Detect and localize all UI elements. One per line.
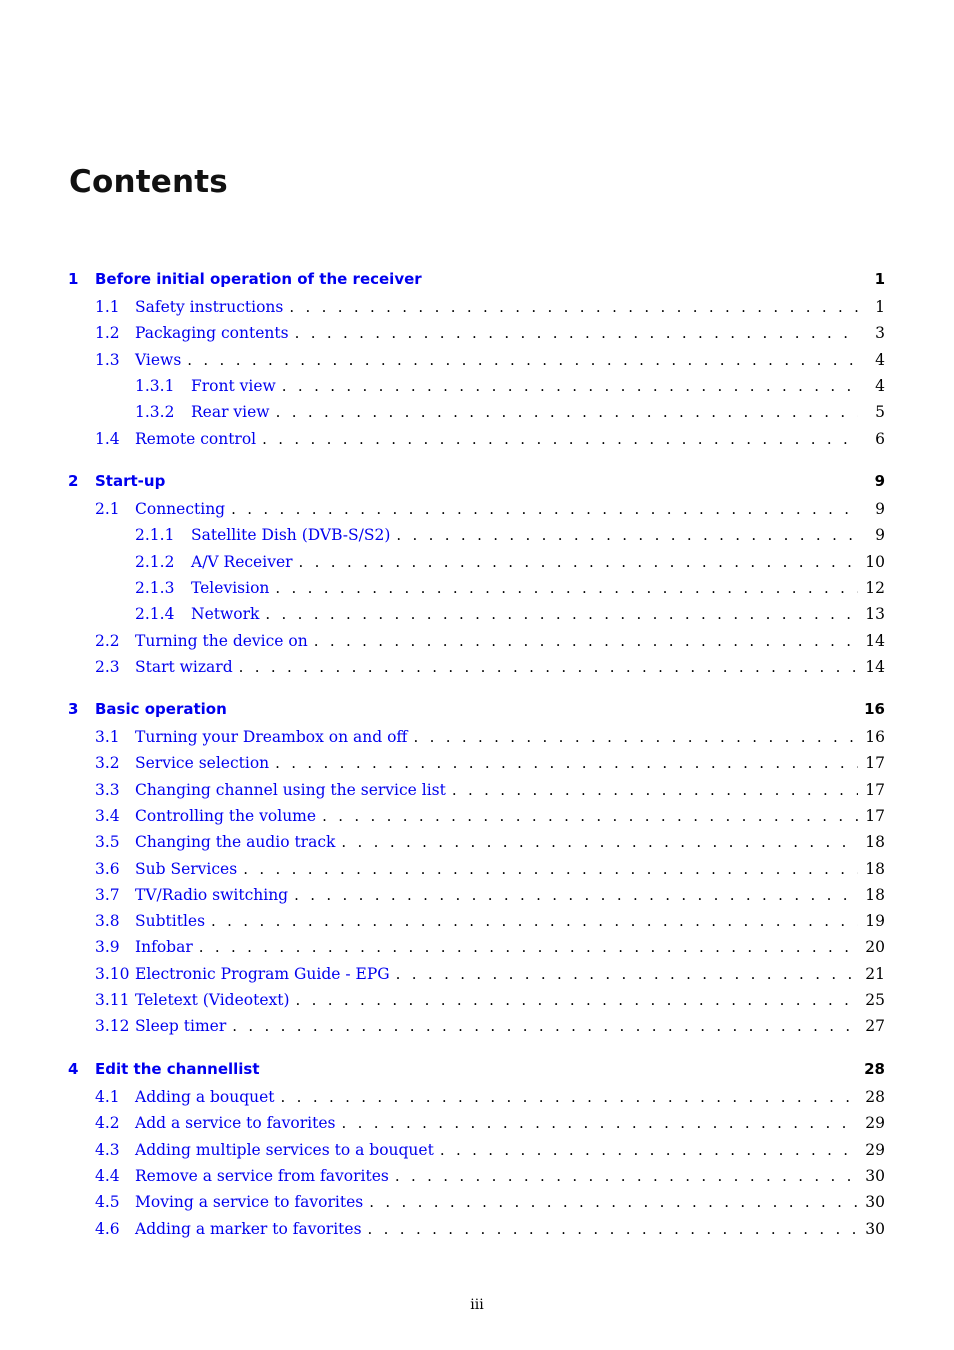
toc-entry-page: 28	[865, 1088, 885, 1106]
toc-section-row[interactable]	[0, 936, 954, 958]
toc-chapter-title-link[interactable]: Before initial operation of the receiver	[95, 270, 422, 288]
toc-entry-page: 6	[875, 429, 885, 448]
toc-chapter-page: 1	[874, 270, 885, 288]
toc-entry-number[interactable]: 4.4	[95, 1166, 120, 1185]
toc-entry-number[interactable]: 2.1.3	[135, 578, 175, 597]
toc-entry-page: 18	[865, 833, 885, 852]
toc-section-row[interactable]	[0, 1191, 954, 1213]
dot-leader	[341, 831, 858, 853]
toc-entry-page: 29	[865, 1140, 885, 1159]
toc-chapter-row[interactable]	[0, 698, 954, 720]
dot-leader	[243, 858, 858, 880]
toc-section-row[interactable]	[0, 752, 954, 774]
toc-entry-number[interactable]: 4.3	[95, 1140, 120, 1159]
toc-chapter-page: 28	[864, 1060, 885, 1078]
toc-entry-number[interactable]: 2.1	[95, 500, 120, 518]
toc-entry-number[interactable]: 3.10	[95, 964, 130, 983]
toc-entry-title-link[interactable]: Moving a service to favorites	[135, 1193, 364, 1212]
toc-section-row[interactable]	[0, 630, 954, 652]
dot-leader	[341, 1112, 858, 1134]
toc-entry-number[interactable]: 3.12	[95, 1017, 130, 1036]
toc-section-row[interactable]	[0, 1015, 954, 1037]
toc-entry-number[interactable]: 3.11	[95, 991, 130, 1009]
toc-entry-title-link[interactable]: Television	[191, 578, 270, 597]
toc-section-row[interactable]	[0, 989, 954, 1011]
toc-subsection-row[interactable]	[0, 577, 954, 599]
toc-entry-title-link[interactable]: Rear view	[191, 403, 270, 422]
toc-subsection-row[interactable]	[0, 375, 954, 397]
dot-leader	[265, 603, 858, 625]
toc-section-row[interactable]	[0, 884, 954, 906]
toc-section-row[interactable]	[0, 726, 954, 748]
dot-leader	[211, 910, 858, 932]
toc-section-row[interactable]	[0, 656, 954, 678]
toc-chapter-number[interactable]: 1	[68, 270, 79, 288]
dot-leader	[295, 322, 858, 344]
dot-leader	[299, 551, 858, 573]
dot-leader	[369, 1191, 858, 1213]
toc-chapter-title-link[interactable]: Edit the channellist	[95, 1060, 260, 1078]
page-number-footer: iii	[470, 1297, 484, 1313]
dot-leader	[296, 989, 858, 1011]
toc-entry-page: 5	[875, 403, 885, 422]
toc-entry-title-link[interactable]: Views	[135, 350, 182, 369]
toc-entry-page: 4	[875, 376, 885, 395]
dot-leader	[440, 1139, 858, 1161]
toc-entry-page: 13	[865, 605, 885, 624]
toc-entry-title-link[interactable]: Adding a marker to favorites	[135, 1219, 362, 1238]
toc-entry-title-link[interactable]: TV/Radio switching	[135, 885, 289, 904]
toc-entry-number[interactable]: 3.2	[95, 754, 120, 773]
toc-section-row[interactable]	[0, 831, 954, 853]
toc-entry-page: 10	[865, 552, 885, 571]
dot-leader	[262, 428, 858, 450]
toc-entry-title-link[interactable]: Service selection	[135, 754, 270, 773]
toc-entry-page: 29	[865, 1114, 885, 1133]
toc-entry-page: 21	[865, 964, 885, 983]
dot-leader	[281, 1086, 858, 1108]
toc-entry-title-link[interactable]: Sub Services	[135, 859, 238, 878]
toc-chapter-page: 16	[864, 700, 885, 718]
toc-section-row[interactable]	[0, 296, 954, 318]
toc-entry-page: 1	[875, 298, 885, 316]
toc-entry-title-link[interactable]: Safety instructions	[135, 298, 284, 316]
toc-entry-page: 25	[865, 991, 885, 1009]
toc-section-row[interactable]	[0, 349, 954, 371]
toc-entry-number[interactable]: 2.1.1	[135, 526, 175, 545]
dot-leader	[396, 963, 858, 985]
toc-chapter-number[interactable]: 2	[68, 472, 79, 490]
toc-entry-title-link[interactable]: Front view	[191, 376, 276, 395]
toc-entry-page: 30	[865, 1166, 885, 1185]
toc-entry-number[interactable]: 2.1.4	[135, 605, 175, 624]
toc-entry-title-link[interactable]: Satellite Dish (DVB-S/S2)	[191, 526, 391, 545]
toc-entry-title-link[interactable]: Changing channel using the service list	[135, 780, 446, 799]
dot-leader	[314, 630, 858, 652]
toc-section-row[interactable]	[0, 858, 954, 880]
toc-section-row[interactable]	[0, 1218, 954, 1240]
dot-leader	[396, 524, 858, 546]
toc-section-row[interactable]	[0, 779, 954, 801]
toc-entry-number[interactable]: 3.4	[95, 806, 120, 825]
toc-entry-page: 17	[865, 754, 885, 773]
toc-section-row[interactable]	[0, 963, 954, 985]
toc-section-row[interactable]	[0, 1086, 954, 1108]
toc-entry-page: 9	[875, 526, 885, 545]
dot-leader	[395, 1165, 858, 1187]
toc-entry-page: 19	[865, 912, 885, 931]
toc-entry-title-link[interactable]: Adding a bouquet	[135, 1088, 275, 1106]
toc-entry-number[interactable]: 3.1	[95, 728, 120, 746]
dot-leader	[232, 1015, 858, 1037]
toc-entry-title-link[interactable]: Subtitles	[135, 912, 206, 931]
toc-entry-title-link[interactable]: Turning your Dreambox on and off	[135, 728, 408, 746]
toc-entry-page: 3	[875, 324, 885, 343]
toc-entry-number[interactable]: 3.8	[95, 912, 120, 931]
toc-subsection-row[interactable]	[0, 551, 954, 573]
toc-chapter-number[interactable]: 4	[68, 1060, 79, 1078]
dot-leader	[322, 805, 858, 827]
page-title: Contents	[69, 164, 228, 200]
toc-entry-page: 12	[865, 578, 885, 597]
toc-entry-number[interactable]: 4.1	[95, 1088, 120, 1106]
toc-entry-title-link[interactable]: Electronic Program Guide - EPG	[135, 964, 390, 983]
toc-chapter-row[interactable]	[0, 1058, 954, 1080]
toc-entry-page: 16	[865, 728, 885, 746]
toc-entry-page: 17	[865, 806, 885, 825]
dot-leader	[294, 884, 858, 906]
dot-leader	[368, 1218, 858, 1240]
dot-leader	[452, 779, 858, 801]
toc-entry-number[interactable]: 2.1.2	[135, 552, 175, 571]
toc-entry-number[interactable]: 4.2	[95, 1114, 120, 1133]
dot-leader	[187, 349, 858, 371]
toc-section-row[interactable]	[0, 1112, 954, 1134]
toc-entry-page: 17	[865, 780, 885, 799]
dot-leader	[276, 401, 858, 423]
toc-entry-page: 9	[875, 500, 885, 518]
toc-section-row[interactable]	[0, 498, 954, 520]
toc-entry-number[interactable]: 1.1	[95, 298, 120, 316]
toc-entry-page: 27	[865, 1017, 885, 1036]
toc-entry-number[interactable]: 3.7	[95, 885, 120, 904]
toc-entry-title-link[interactable]: Changing the audio track	[135, 833, 336, 852]
toc-entry-number[interactable]: 1.4	[95, 429, 120, 448]
dot-leader	[413, 726, 858, 748]
dot-leader	[275, 752, 858, 774]
toc-entry-title-link[interactable]: Remove a service from favorites	[135, 1166, 389, 1185]
toc-chapter-title-link[interactable]: Basic operation	[95, 700, 227, 718]
toc-entry-page: 14	[865, 657, 885, 676]
toc-entry-title-link[interactable]: A/V Receiver	[191, 552, 293, 571]
toc-entry-number[interactable]: 4.5	[95, 1193, 120, 1212]
toc-entry-number[interactable]: 1.3	[95, 350, 120, 369]
toc-section-row[interactable]	[0, 805, 954, 827]
toc-entry-page: 18	[865, 885, 885, 904]
toc-entry-title-link[interactable]: Start wizard	[135, 657, 233, 676]
toc-entry-title-link[interactable]: Add a service to favorites	[135, 1114, 336, 1133]
dot-leader	[231, 498, 858, 520]
toc-entry-title-link[interactable]: Packaging contents	[135, 324, 289, 343]
toc-entry-title-link[interactable]: Adding multiple services to a bouquet	[135, 1140, 434, 1159]
toc-entry-number[interactable]: 4.6	[95, 1219, 120, 1238]
toc-entry-title-link[interactable]: Connecting	[135, 500, 226, 518]
toc-entry-number[interactable]: 3.3	[95, 780, 120, 799]
toc-entry-number[interactable]: 3.5	[95, 833, 120, 852]
toc-subsection-row[interactable]	[0, 524, 954, 546]
toc-subsection-row[interactable]	[0, 401, 954, 423]
toc-section-row[interactable]	[0, 1139, 954, 1161]
toc-section-row[interactable]	[0, 910, 954, 932]
toc-entry-page: 20	[865, 938, 885, 957]
toc-entry-page: 30	[865, 1193, 885, 1212]
toc-entry-title-link[interactable]: Sleep timer	[135, 1017, 227, 1036]
toc-entry-title-link[interactable]: Infobar	[135, 938, 193, 957]
toc-entry-page: 30	[865, 1219, 885, 1238]
toc-entry-title-link[interactable]: Remote control	[135, 429, 257, 448]
toc-subsection-row[interactable]	[0, 603, 954, 625]
toc-entry-number[interactable]: 3.6	[95, 859, 120, 878]
dot-leader	[199, 936, 858, 958]
dot-leader	[289, 296, 858, 318]
toc-chapter-row[interactable]	[0, 268, 954, 290]
toc-entry-title-link[interactable]: Controlling the volume	[135, 806, 317, 825]
toc-entry-number[interactable]: 3.9	[95, 938, 120, 957]
toc-entry-title-link[interactable]: Turning the device on	[135, 631, 308, 650]
toc-section-row[interactable]	[0, 322, 954, 344]
toc-entry-page: 4	[875, 350, 885, 369]
toc-chapter-row[interactable]	[0, 470, 954, 492]
toc-chapter-page: 9	[874, 472, 885, 490]
dot-leader	[275, 577, 858, 599]
toc-entry-title-link[interactable]: Teletext (Videotext)	[135, 991, 290, 1009]
toc-entry-title-link[interactable]: Network	[191, 605, 260, 624]
toc-entry-page: 14	[865, 631, 885, 650]
toc-entry-number[interactable]: 2.3	[95, 657, 120, 676]
dot-leader	[239, 656, 858, 678]
toc-chapter-title-link[interactable]: Start-up	[95, 472, 166, 490]
toc-entry-number[interactable]: 1.3.1	[135, 376, 175, 395]
toc-chapter-number[interactable]: 3	[68, 700, 79, 718]
toc-entry-number[interactable]: 2.2	[95, 631, 120, 650]
toc-entry-number[interactable]: 1.2	[95, 324, 120, 343]
dot-leader	[282, 375, 858, 397]
toc-entry-number[interactable]: 1.3.2	[135, 403, 175, 422]
toc-section-row[interactable]	[0, 428, 954, 450]
toc-section-row[interactable]	[0, 1165, 954, 1187]
toc-entry-page: 18	[865, 859, 885, 878]
